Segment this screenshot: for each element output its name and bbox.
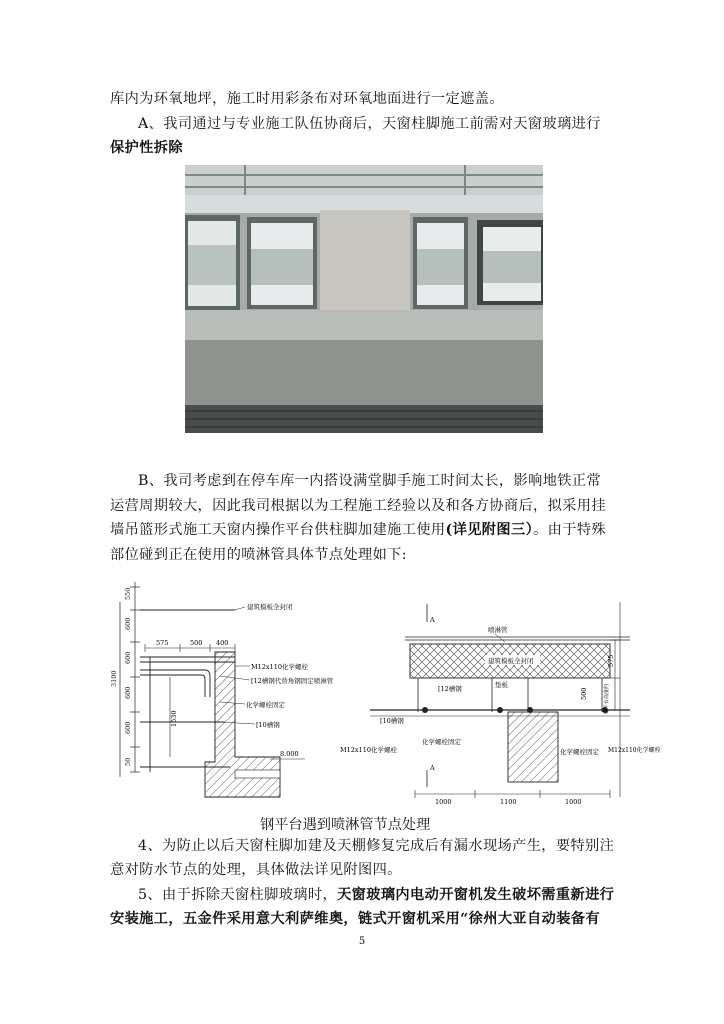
text-run: 5、由于拆除天窗柱脚玻璃时， — [138, 887, 338, 903]
dim-label: 575 — [156, 639, 169, 647]
text-run-bold: (详见附图三） — [445, 522, 534, 538]
paragraph-line — [110, 521, 606, 540]
paragraph-line: 4、为防止以后天窗柱脚加建及天棚修复完成后有漏水现场产生，要特别注 — [138, 838, 615, 854]
dim-label: 550 — [124, 587, 132, 600]
paragraph-line: B、我司考虑到在停车库一内搭设满堂脚手施工时间太长，影响地铁正常 — [138, 473, 602, 489]
dim-label: 钢平台高度约 — [604, 683, 610, 714]
annotation: 化学螺栓固定 — [560, 748, 599, 756]
figure-caption: 钢平台遇到喷淋管节点处理 — [260, 817, 431, 833]
paragraph-line: 意对防水节点的处理，具体做法详见附图四。 — [110, 862, 402, 878]
elevation-label: 8.000 — [280, 750, 299, 758]
page-number: 5 — [358, 936, 366, 947]
text-run: 墙吊篮形式施工天窗内操作平台供柱脚加建施工使用 — [110, 522, 446, 538]
annotation: [12槽钢代替角钢固定喷淋管 — [251, 677, 334, 685]
text-run-bold: 天窗玻璃内电动开窗机发生破坏需重新进行 — [337, 887, 615, 903]
dim-label: 50 — [124, 757, 132, 766]
annotation: 化学螺栓固定 — [422, 738, 461, 746]
annotation: M12x110化学螺栓 — [608, 747, 661, 754]
dim-label: 600 — [124, 651, 132, 664]
section-mark: A — [430, 616, 435, 624]
annotation: 喷淋管 — [488, 626, 508, 634]
annotation: M12x110化学螺栓 — [251, 663, 308, 671]
annotation: [12槽钢 — [438, 685, 462, 693]
paragraph-line: A、我司通过与专业施工队伍协商后，天窗柱脚施工前需对天窗玻璃进行 — [138, 116, 601, 132]
paragraph-line: 库内为环氧地坪，施工时用彩条布对环氧地面进行一定遮盖。 — [110, 91, 504, 107]
dim-label: 1000 — [565, 798, 582, 806]
dim-label: 600 — [124, 721, 132, 734]
annotation: [10槽钢 — [256, 721, 280, 729]
annotation: 化学螺栓固定 — [246, 701, 285, 709]
paragraph-line-bold: 安装施工，五金件采用意大利萨维奥，链式开窗机采用“徐州大亚自动装备有 — [110, 911, 600, 927]
dim-label: 1000 — [435, 798, 452, 806]
section-mark: A — [430, 764, 435, 772]
skylight-photo — [185, 165, 543, 433]
paragraph-line: 部位碰到正在使用的喷淋管具体节点处理如下: — [110, 547, 407, 563]
annotation: 垫板 — [495, 681, 508, 689]
annotation: M12x110化学螺栓 — [340, 746, 397, 754]
paragraph-line: 运营周期较大，因此我司根据以为工程施工经验以及和各方协商后，拟采用挂 — [110, 498, 606, 514]
dim-label: 575 — [607, 654, 615, 667]
dim-label: 1100 — [500, 798, 517, 806]
dim-label: 400 — [216, 639, 229, 647]
annotation: 建筑模板全封闭 — [247, 603, 293, 611]
text-run: 。由于特殊 — [533, 522, 607, 538]
dim-label: 600 — [124, 617, 132, 630]
construction-detail-drawing — [110, 582, 661, 814]
dim-label: 500 — [190, 639, 203, 647]
dim-label: 3100 — [110, 670, 118, 687]
annotation: 建筑模板全封闭 — [488, 657, 534, 665]
paragraph-line-bold: 保护性拆除 — [110, 140, 183, 156]
annotation: [10槽钢 — [380, 717, 404, 725]
dim-label: 500 — [580, 687, 588, 700]
dim-label: 1530 — [170, 710, 178, 727]
dim-label: 600 — [124, 686, 132, 699]
paragraph-line — [138, 886, 614, 905]
